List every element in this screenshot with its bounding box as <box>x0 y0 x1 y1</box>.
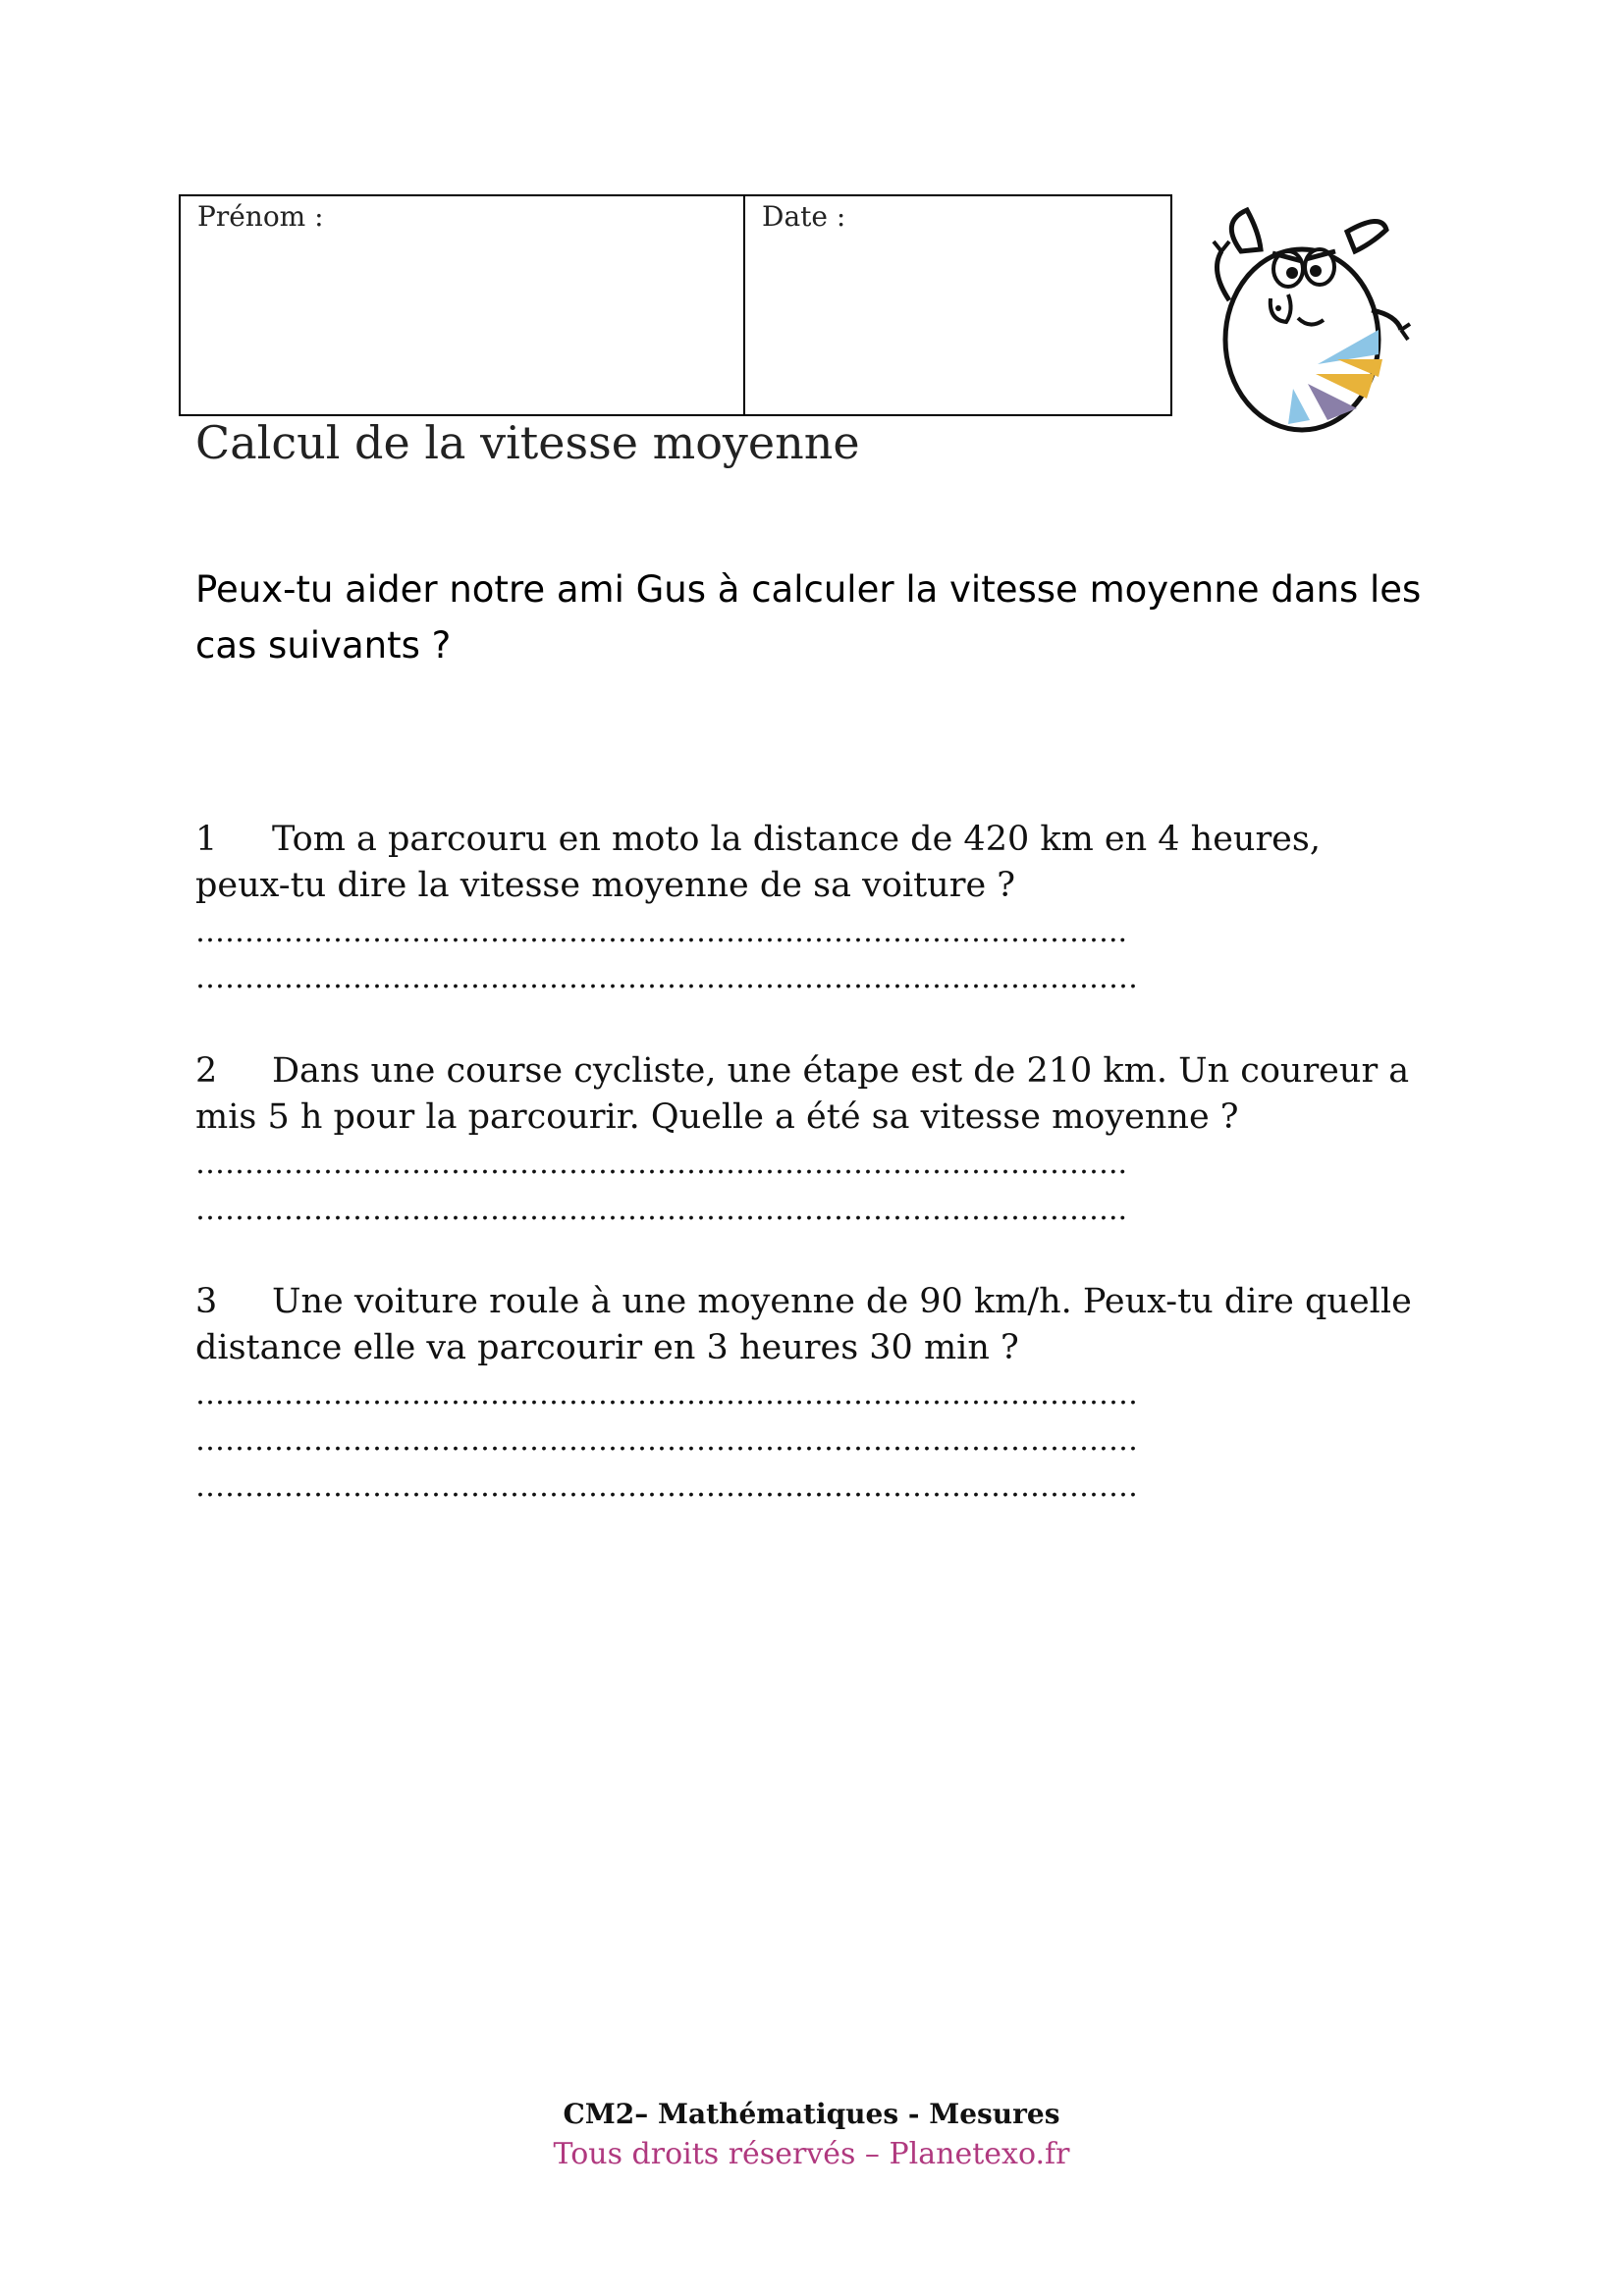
date-label: Date : <box>762 200 846 233</box>
footer-copyright: Tous droits réservés – Planetexo.fr <box>553 2137 1070 2171</box>
answer-line[interactable]: …………………………………………………………………………………… <box>195 961 1138 995</box>
exercise-text: Dans une course cycliste, une étape est de 210 km. Un coureur a <box>272 1051 1410 1091</box>
answer-line[interactable]: …………………………………………………………………………………… <box>195 1377 1138 1412</box>
page-title: Calcul de la vitesse moyenne <box>195 416 860 469</box>
answer-line[interactable]: …………………………………………………………………………………… <box>195 1423 1138 1458</box>
exercise-2 <box>195 1048 1462 1233</box>
student-info-table <box>179 194 1172 416</box>
prenom-field[interactable] <box>181 196 745 414</box>
date-field[interactable] <box>745 196 1170 414</box>
exercise-question-line <box>195 1279 1462 1325</box>
exercise-text: Tom a parcouru en moto la distance de 420 km en 4 heures, <box>272 820 1321 859</box>
answer-line[interactable]: …………………………………………………………………………………… <box>195 1469 1138 1504</box>
intro-text: Peux-tu aider notre ami Gus à calculer la vitesse moyenne dans les cas suivants ? <box>195 568 1422 667</box>
exercise-number: 1 <box>195 820 218 859</box>
exercise-question-line <box>195 817 1462 863</box>
exercise-number: 2 <box>195 1051 218 1091</box>
answer-line[interactable]: ………………………………………………………………………………….. <box>195 915 1128 949</box>
gus-mascot-icon <box>1200 192 1418 434</box>
exercise-1 <box>195 817 1462 1001</box>
footer-subject: CM2– Mathématiques - Mesures <box>563 2098 1060 2130</box>
prenom-label: Prénom : <box>197 200 324 233</box>
exercise-number: 3 <box>195 1282 218 1321</box>
exercise-text: distance elle va parcourir en 3 heures 30 min ? <box>195 1328 1019 1367</box>
exercise-text: mis 5 h pour la parcourir. Quelle a été sa vitesse moyenne ? <box>195 1097 1239 1137</box>
answer-line[interactable]: ………………………………………………………………………………….. <box>195 1147 1128 1181</box>
exercise-text: peux-tu dire la vitesse moyenne de sa voiture ? <box>195 866 1016 905</box>
answer-line[interactable]: ………………………………………………………………………………….. <box>195 1193 1128 1227</box>
exercise-text: Une voiture roule à une moyenne de 90 km/h. Peux-tu dire quelle <box>272 1282 1412 1321</box>
exercise-question-line <box>195 1048 1462 1095</box>
exercise-3 <box>195 1279 1462 1510</box>
